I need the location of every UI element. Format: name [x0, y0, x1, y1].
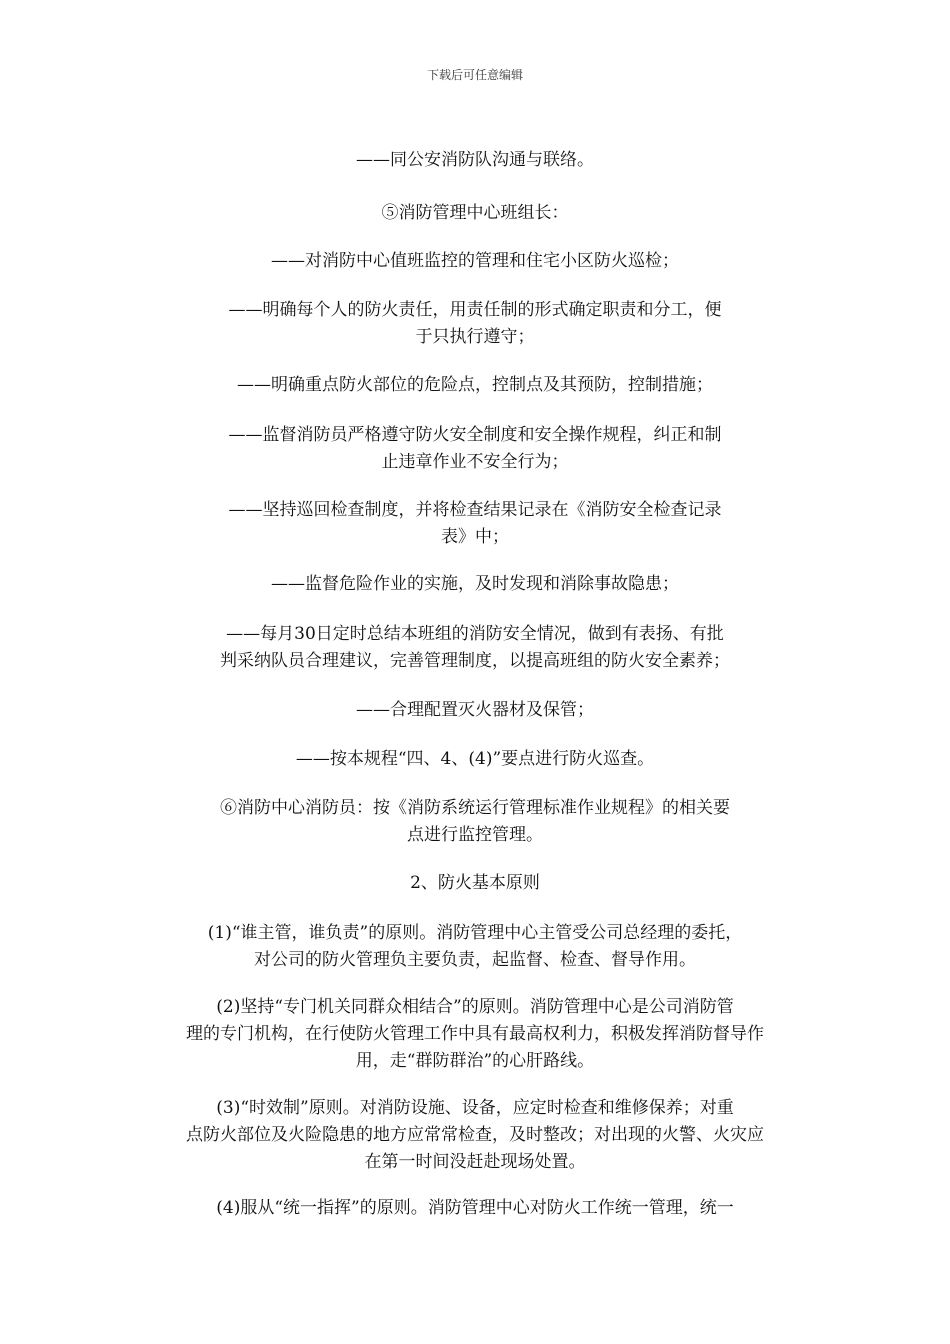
paragraph-2: [140, 200, 810, 227]
paragraph-11: [140, 746, 810, 773]
text-line: ——对消防中心值班监控的管理和住宅小区防火巡检；: [271, 251, 679, 271]
paragraph-13: [140, 920, 810, 974]
text-line: (4)服从“统一指挥”的原则。消防管理中心对防火工作统一管理，统一: [216, 1198, 734, 1218]
paragraph-5: [140, 372, 810, 399]
text-line: ——每月30日定时总结本班组的消防安全情况，做到有表扬、有批: [226, 624, 724, 644]
text-line: ——监督危险作业的实施，及时发现和消除事故隐患；: [271, 574, 679, 594]
paragraph-9: [140, 621, 810, 675]
paragraph-16: [140, 1195, 810, 1222]
page-header: 下载后可任意编辑: [426, 68, 523, 82]
paragraph-15: [140, 1095, 810, 1176]
text-line: (2)坚持“专门机关同群众相结合”的原则。消防管理中心是公司消防管: [216, 997, 734, 1017]
paragraph-1: [140, 147, 810, 174]
text-line: 理的专门机构，在行使防火管理工作中具有最高权利力，积极发挥消防督导作: [186, 1024, 764, 1044]
text-line: ——合理配置灭火器材及保管；: [356, 700, 594, 720]
text-line: 表》中；: [441, 527, 509, 547]
paragraph-7: [140, 497, 810, 551]
text-line: (3)“时效制”原则。对消防设施、设备，应定时检查和维修保养；对重: [216, 1098, 734, 1118]
paragraph-14: [140, 994, 810, 1075]
text-line: ——明确重点防火部位的危险点，控制点及其预防，控制措施；: [237, 375, 713, 395]
text-line: ——坚持巡回检查制度，并将检查结果记录在《消防安全检查记录: [228, 500, 722, 520]
text-line: 点防火部位及火险隐患的地方应常常检查，及时整改；对出现的火警、火灾应: [186, 1125, 764, 1145]
text-line: ⑥消防中心消防员：按《消防系统运行管理标准作业规程》的相关要: [220, 798, 730, 818]
text-line: 止违章作业不安全行为；: [381, 452, 569, 472]
text-line: 用，走“群防群治”的心肝路线。: [355, 1051, 595, 1071]
text-line: ——明确每个人的防火责任，用责任制的形式确定职责和分工，便: [228, 300, 722, 320]
paragraph-8: [140, 571, 810, 598]
section-heading: [140, 870, 810, 897]
paragraph-10: [140, 697, 810, 724]
text-line: 2、防火基本原则: [410, 873, 540, 893]
text-line: 对公司的防火管理负主要负责，起监督、检查、督导作用。: [254, 950, 696, 970]
text-line: 于只执行遵守；: [415, 327, 535, 347]
text-line: ——监督消防员严格遵守防火安全制度和安全操作规程，纠正和制: [228, 425, 722, 445]
text-line: 点进行监控管理。: [407, 825, 543, 845]
text-line: (1)“谁主管，谁负责”的原则。消防管理中心主管受公司总经理的委托，: [207, 923, 743, 943]
paragraph-6: [140, 422, 810, 476]
text-line: ——按本规程“四、4、(4)”要点进行防火巡查。: [295, 749, 655, 769]
paragraph-3: [140, 248, 810, 275]
paragraph-12: [140, 795, 810, 849]
text-line: ⑤消防管理中心班组长：: [381, 203, 569, 223]
text-line: ——同公安消防队沟通与联络。: [356, 150, 594, 170]
text-line: 在第一时间没赶赴现场处置。: [364, 1152, 586, 1172]
paragraph-4: [140, 297, 810, 351]
text-line: 判采纳队员合理建议，完善管理制度，以提高班组的防火安全素养；: [220, 651, 730, 671]
